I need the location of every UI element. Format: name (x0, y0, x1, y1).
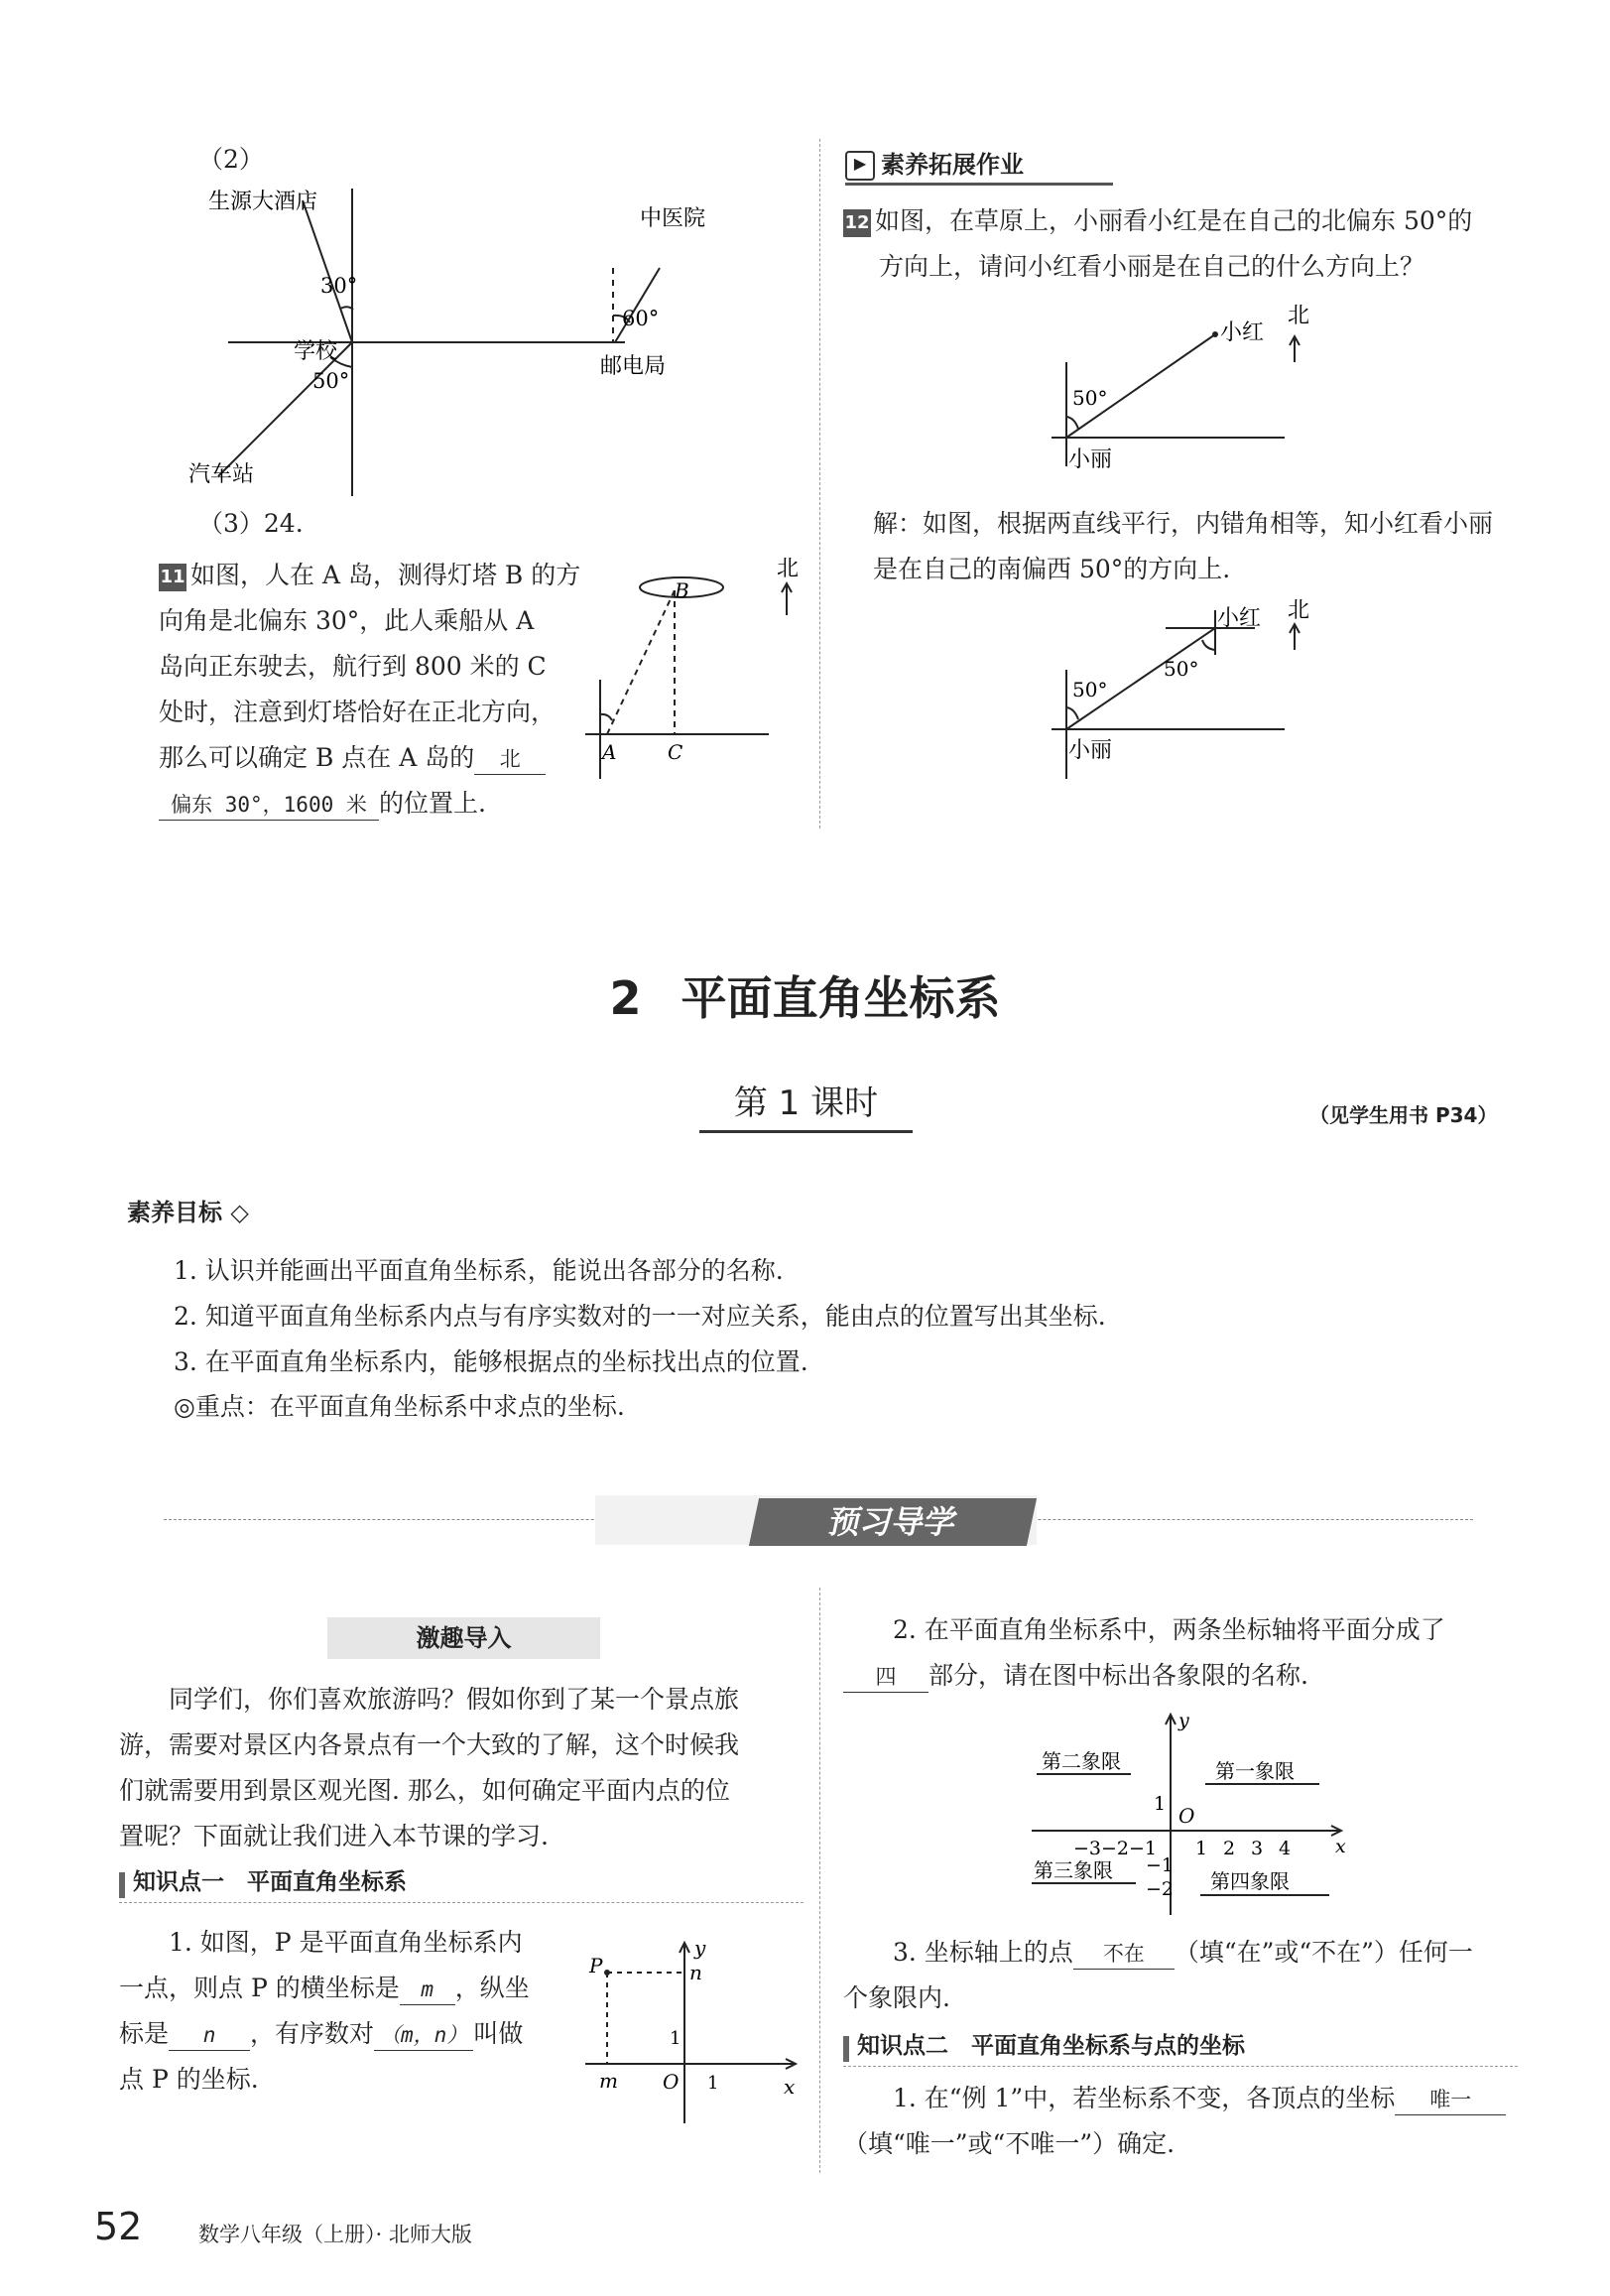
goal-3: 3. 在平面直角坐标系内，能够根据点的坐标找出点的位置. (174, 1347, 808, 1376)
kp1-q1-line-3-pre: 标是 (119, 2019, 170, 2048)
label-bus-station: 汽车站 (188, 462, 255, 487)
tick-x-1: −2 (1101, 1838, 1130, 1859)
fig-p-y: y (694, 1936, 706, 1960)
meadow-figure-1 (1047, 298, 1310, 486)
kp1-answer-mn: （m，n） (374, 2020, 473, 2051)
part2-label: （2） (198, 145, 264, 174)
meadow-figure-2 (1047, 595, 1310, 794)
goal-2: 2. 知道平面直角坐标系内点与有序实数对的一一对应关系，能由点的位置写出其坐标. (174, 1302, 1106, 1331)
quad-label-4: 第四象限 (1210, 1869, 1290, 1893)
solution-line-2: 是在自己的南偏西 50°的方向上. (873, 555, 1231, 583)
rc-q3-pre: 3. 坐标轴上的点 (893, 1938, 1073, 1967)
q11-answer-1: 北 (474, 744, 546, 775)
lighthouse-A: A (602, 740, 617, 764)
rc-q3-line-2: 个象限内. (843, 1983, 950, 2012)
goals-title-text: 素养目标 (127, 1199, 222, 1226)
q11-line-4: 处时，注意到灯塔恰好在正北方向， (159, 698, 557, 726)
label-post-office: 邮电局 (600, 354, 667, 379)
fig1-north: 北 (1288, 304, 1310, 328)
kp1-q1-line-2-post: ，纵坐 (454, 1974, 530, 2002)
question-11 (159, 553, 585, 827)
kp2-q1-pre: 1. 在“例 1”中，若坐标系不变，各顶点的坐标 (893, 2084, 1396, 2112)
tick-y-2: −2 (1146, 1878, 1175, 1900)
kp2-title-marker (843, 2036, 849, 2062)
chapter-title: 平面直角坐标系 (681, 971, 1001, 1025)
q11-line-5: 那么可以确定 B 点在 A 岛的 (159, 743, 475, 772)
q11-tail: 的位置上. (379, 789, 486, 818)
fig1-xiaoli: 小丽 (1068, 447, 1113, 472)
fig2-xiaohong: 小红 (1217, 606, 1262, 631)
fig-p-P: P (589, 1954, 603, 1977)
tick-x-0: −3 (1073, 1838, 1102, 1859)
rc-q2-line-2: 部分，请在图中标出各象限的名称. (929, 1661, 1308, 1690)
q11-answer-2: 偏东 30°，1600 米 (159, 790, 379, 821)
quad-label-1: 第一象限 (1215, 1759, 1295, 1783)
fig-p-x: x (784, 2075, 796, 2099)
kp2-question-1 (843, 2076, 1538, 2167)
arrow-icon: ▶ (845, 151, 875, 181)
intro-text (119, 1677, 804, 1859)
key-point: ◎重点：在平面直角坐标系中求点的坐标. (174, 1392, 625, 1421)
intro-line-3: 们就需要用到景区观光图. 那么，如何确定平面内点的位 (119, 1776, 730, 1805)
q12-line-2: 方向上，请问小红看小丽是在自己的什么方向上？ (879, 252, 1425, 281)
quad-x: x (1335, 1836, 1346, 1857)
kp1-q1-line-1: 1. 如图，P 是平面直角坐标系内 (169, 1928, 523, 1957)
page-number: 52 (94, 2205, 143, 2248)
section-title: 素养拓展作业 (881, 151, 1024, 179)
lighthouse-B: B (675, 578, 689, 602)
intro-line-2: 游，需要对景区内各景点有一个大致的了解，这个时候我 (119, 1730, 740, 1759)
fig-p-n: n (689, 1961, 702, 1984)
kp2-answer-unique: 唯一 (1395, 2085, 1506, 2115)
kp1-q1-line-4: 点 P 的坐标. (119, 2065, 259, 2094)
intro-line-1: 同学们，你们喜欢旅游吗？假如你到了某一个景点旅 (169, 1685, 740, 1714)
part3-answer: （3）24. (198, 509, 304, 538)
direction-figure-1 (188, 179, 724, 496)
question-12 (843, 198, 1538, 290)
column-divider-bottom (819, 1588, 820, 2173)
tick-y-0: 1 (1154, 1793, 1167, 1815)
rc-answer-notin: 不在 (1073, 1939, 1175, 1970)
kp1-title-marker (119, 1872, 125, 1898)
q11-line-2: 向角是北偏东 30°，此人乘船从 A (159, 606, 535, 635)
q12-line-1: 如图，在草原上，小丽看小红是在自己的北偏东 50°的 (875, 206, 1473, 235)
kp1-q1-line-3-mid: ，有序数对 (250, 2019, 375, 2048)
book-reference: （见学生用书 P34） (1309, 1103, 1498, 1127)
kp1-answer-n: n (169, 2020, 250, 2051)
kp1-answer-m: m (400, 1975, 455, 2005)
lighthouse-C: C (668, 740, 683, 764)
quadrant-figure (1022, 1707, 1359, 1925)
lighthouse-north: 北 (777, 557, 800, 581)
fig-p-O: O (663, 2070, 680, 2094)
label-school: 学校 (294, 339, 338, 364)
fig1-xiaohong: 小红 (1220, 320, 1265, 345)
kp1-q1-line-2-pre: 一点，则点 P 的横坐标是 (119, 1974, 400, 2002)
fig-p-m: m (599, 2069, 618, 2093)
tick-x-2: −1 (1129, 1838, 1158, 1859)
goal-1: 1. 认识并能画出平面直角坐标系，能说出各部分的名称. (174, 1256, 784, 1285)
fig2-angle-a: 50° (1072, 678, 1108, 702)
tick-x-6: 4 (1279, 1838, 1292, 1859)
label-hotel: 生源大酒店 (208, 190, 318, 214)
tick-x-5: 3 (1251, 1838, 1264, 1859)
q11-line-3: 岛向正东驶去，航行到 800 米的 C (159, 652, 547, 681)
goals-list (174, 1248, 1523, 1385)
label-angle60: 60° (622, 307, 660, 330)
rc-question-2 (843, 1607, 1538, 1699)
intro-title: 激趣导入 (327, 1617, 600, 1659)
chapter-number: 2 (609, 971, 642, 1025)
rc-answer-four: 四 (843, 1662, 929, 1693)
fig2-xiaoli: 小丽 (1068, 738, 1113, 763)
fig-p-one-x: 1 (707, 2073, 719, 2094)
q11-line-1: 如图，人在 A 岛，测得灯塔 B 的方 (190, 561, 581, 589)
label-hospital: 中医院 (640, 206, 706, 231)
quad-y: y (1178, 1710, 1189, 1731)
goals-title (127, 1193, 249, 1227)
kp2-title: 知识点二 平面直角坐标系与点的坐标 (857, 2033, 1245, 2059)
kp1-question-1 (119, 1920, 585, 2103)
solution-line-1: 解：如图，根据两直线平行，内错角相等，知小红看小丽 (873, 509, 1494, 538)
quad-O: O (1178, 1804, 1195, 1828)
label-angle50: 50° (312, 369, 350, 393)
fig1-angle: 50° (1072, 386, 1108, 410)
question-11-badge: 11 (159, 564, 186, 591)
tick-x-4: 2 (1223, 1838, 1236, 1859)
section-title-bar (845, 145, 1113, 185)
tick-x-3: 1 (1195, 1838, 1208, 1859)
chapter-heading (0, 962, 1610, 1028)
rc-q2-line-1: 2. 在平面直角坐标系中，两条坐标轴将平面分成了 (893, 1615, 1445, 1644)
rc-q3-post: （填“在”或“不在”）任何一 (1174, 1938, 1473, 1967)
fig2-north: 北 (1288, 598, 1310, 623)
quad-label-2: 第二象限 (1042, 1749, 1121, 1773)
book-title: 数学八年级（上册）· 北师大版 (198, 2223, 472, 2246)
column-divider-top (819, 139, 820, 829)
fig-p-one-y: 1 (670, 2028, 681, 2049)
preview-banner: 预习导学 (749, 1498, 1037, 1546)
lesson-title: 第 1 课时 (699, 1077, 913, 1133)
point-p-figure (585, 1935, 804, 2123)
kp1-title: 知识点一 平面直角坐标系 (133, 1869, 407, 1895)
rc-question-3 (843, 1930, 1538, 2021)
kp2-q1-line-2: （填“唯一”或“不唯一”）确定. (843, 2129, 1176, 2158)
intro-line-4: 置呢？下面就让我们进入本节课的学习. (119, 1822, 549, 1850)
tick-y-1: −1 (1146, 1854, 1175, 1876)
lighthouse-figure (580, 551, 808, 779)
solution-12 (873, 501, 1557, 592)
quad-label-3: 第三象限 (1034, 1858, 1113, 1882)
diamond-icon: ◇ (230, 1199, 249, 1226)
question-12-badge: 12 (843, 209, 871, 237)
kp2-title-bar (843, 2026, 1518, 2067)
fig2-angle-b: 50° (1164, 657, 1199, 681)
kp1-q1-line-3-post: 叫做 (473, 2019, 524, 2048)
label-angle30: 30° (320, 274, 358, 298)
kp1-title-bar (119, 1862, 804, 1903)
